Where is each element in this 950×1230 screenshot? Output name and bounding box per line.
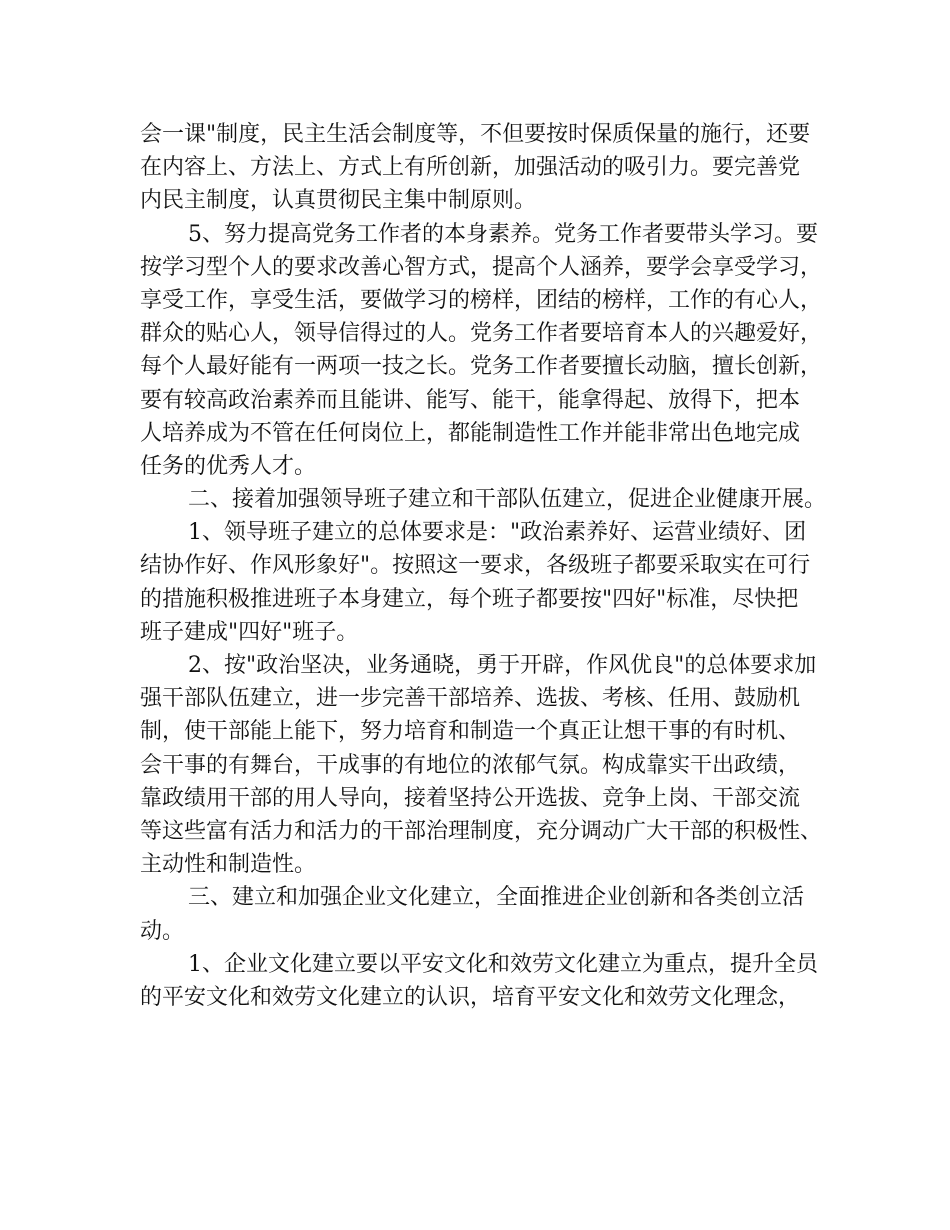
- text-line: 动。: [140, 918, 185, 944]
- text-line: 主动性和制造性。: [140, 852, 317, 878]
- text-line: 1、企业文化建立要以平安文化和效劳文化建立为重点，提升全员: [188, 951, 818, 977]
- text-line: 2、按"政治坚决，业务通晓，勇于开辟，作风优良"的总体要求加: [188, 653, 817, 678]
- text-line: 按学习型个人的要求改善心智方式，提高个人涵养，要学会享受学习，: [140, 254, 823, 280]
- text-line: 强干部队伍建立，进一步完善干部培养、选拔、考核、任用、鼓励机: [140, 686, 801, 712]
- text-line: 任务的优秀人才。: [140, 453, 317, 479]
- text-line: 的措施积极推进班子本身建立，每个班子都要按"四好"标准，尽快把: [140, 586, 799, 612]
- text-line: 制，使干部能上能下，努力培育和制造一个真正让想干事的有时机、: [140, 719, 801, 745]
- text-line: 结协作好、作风形象好"。按照这一要求，各级班子都要采取实在可行: [140, 553, 811, 579]
- text-line: 的平安文化和效劳文化建立的认识，培育平安文化和效劳文化理念，: [140, 984, 801, 1010]
- text-line: 班子建成"四好"班子。: [140, 619, 359, 645]
- text-line: 二、接着加强领导班子建立和干部队伍建立，促进企业健康开展。: [188, 487, 827, 513]
- text-line: 会一课"制度，民主生活会制度等，不但要按时保质保量的施行，还要: [140, 122, 811, 147]
- text-line: 人培养成为不管在任何岗位上，都能制造性工作并能非常出色地完成: [140, 420, 801, 446]
- text-line: 靠政绩用干部的用人导向，接着坚持公开选拔、竞争上岗、干部交流: [140, 785, 801, 811]
- text-line: 每个人最好能有一两项一技之长。党务工作者要擅长动脑，擅长创新，: [140, 354, 823, 380]
- text-line: 等这些富有活力和活力的干部治理制度，充分调动广大干部的积极性、: [140, 818, 823, 844]
- text-line: 5、努力提高党务工作者的本身素养。党务工作者要带头学习。要: [188, 221, 818, 247]
- text-line: 群众的贴心人，领导信得过的人。党务工作者要培育本人的兴趣爱好，: [140, 321, 823, 347]
- text-line: 1、领导班子建立的总体要求是："政治素养好、运营业绩好、团: [188, 520, 807, 546]
- document-body: [140, 118, 830, 1014]
- text-line: 享受工作，享受生活，要做学习的榜样，团结的榜样，工作的有心人，: [140, 287, 823, 313]
- text-line: 要有较高政治素养而且能讲、能写、能干，能拿得起、放得下，把本: [140, 387, 801, 413]
- text-line: 内民主制度，认真贯彻民主集中制原则。: [140, 188, 537, 214]
- text-line: 三、建立和加强企业文化建立，全面推进企业创新和各类创立活: [188, 885, 805, 911]
- text-line: 在内容上、方法上、方式上有所创新，加强活动的吸引力。要完善党: [140, 155, 801, 181]
- text-line: 会干事的有舞台，干成事的有地位的浓郁气氛。构成靠实干出政绩，: [140, 752, 801, 778]
